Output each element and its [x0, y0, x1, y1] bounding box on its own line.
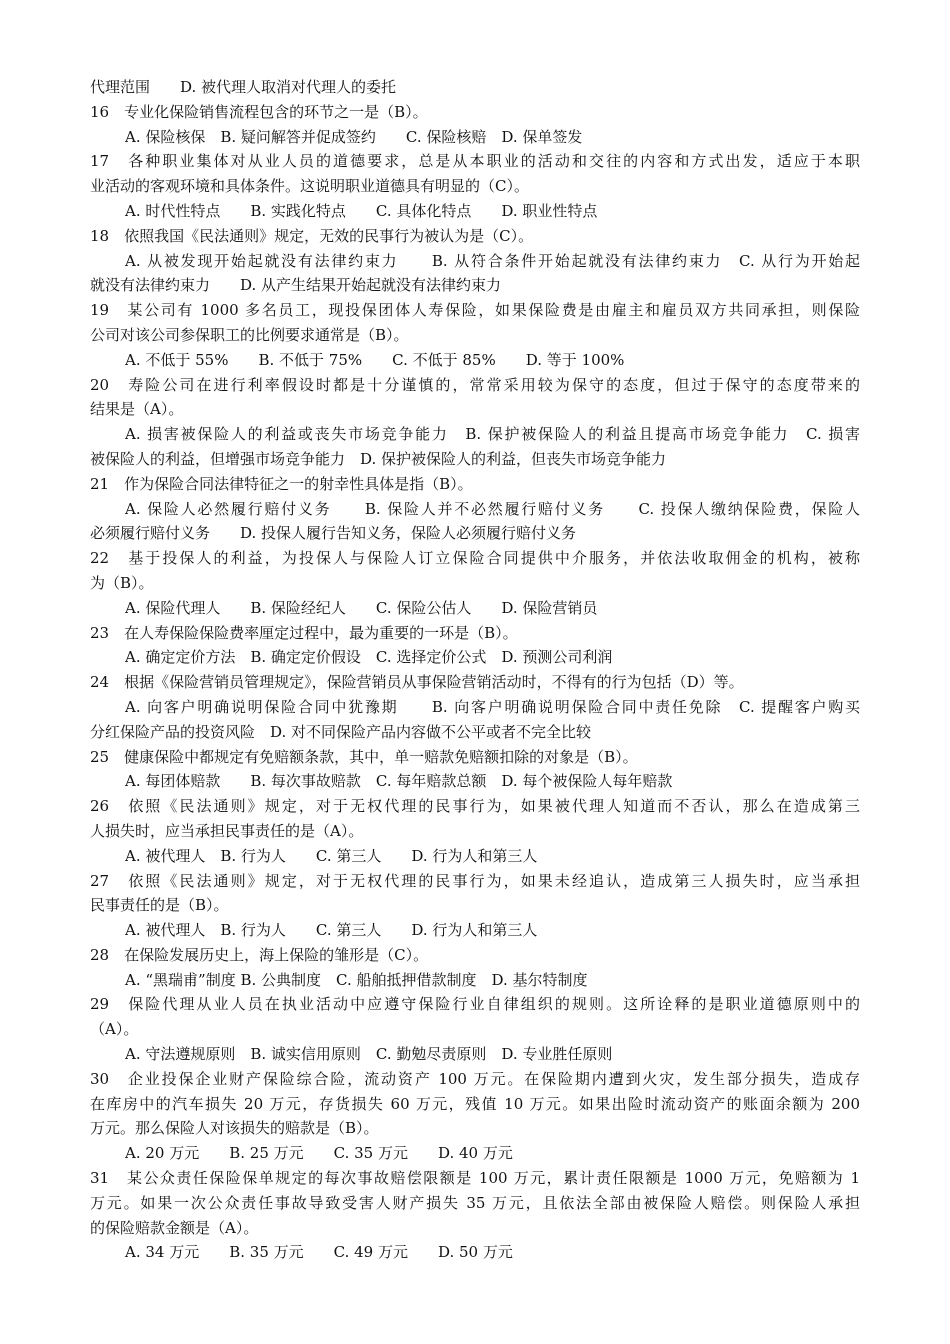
answer-options-line: A. 守法遵规原则 B. 诚实信用原则 C. 勤勉尽责原则 D. 专业胜任原则: [125, 1045, 613, 1064]
question-text-line: 25 健康保险中都规定有免赔额条款，其中，单一赔款免赔额扣除的对象是（B）。: [90, 747, 638, 766]
answer-options-line: A. 保险核保 B. 疑问解答并促成签约 C. 保险核赔 D. 保单签发: [125, 127, 583, 146]
answer-options-line: A. 确定定价方法 B. 确定定价假设 C. 选择定价公式 D. 预测公司利润: [125, 648, 613, 667]
question-text-line: 19 某公司有 1000 多名员工，现投保团体人寿保险，如果保险费是由雇主和雇员双方共同承担，则保险: [90, 301, 860, 320]
question-text-line: 结果是（A）。: [90, 400, 184, 419]
answer-options-line: A. 被代理人 B. 行为人 C. 第三人 D. 行为人和第三人: [125, 921, 538, 940]
question-text-line: 为（B）。: [90, 573, 154, 592]
question-text-line: 的保险赔款金额是（A）。: [90, 1218, 259, 1237]
question-text-line: 30 企业投保企业财产保险综合险，流动资产 100 万元。在保险期内遭到火灾，发生部分损失，造成存: [90, 1069, 860, 1088]
question-text-line: 就没有法律约束力 D. 从产生结果开始起就没有法律约束力: [90, 276, 502, 295]
answer-options-line: A. 20 万元 B. 25 万元 C. 35 万元 D. 40 万元: [125, 1144, 513, 1163]
question-text-line: 必须履行赔付义务 D. 投保人履行告知义务，保险人必须履行赔付义务: [90, 524, 577, 543]
answer-options-line: A. 从被发现开始起就没有法律约束力 B. 从符合条件开始起就没有法律约束力 C. 从行为开始起: [125, 251, 860, 270]
question-text-line: 26 依照《民法通则》规定，对于无权代理的民事行为，如果被代理人知道而不否认，那么在造成第三: [90, 797, 860, 816]
question-text-line: 22 基于投保人的利益，为投保人与保险人订立保险合同提供中介服务，并依法收取佣金的机构，被称: [90, 549, 860, 568]
question-text-line: 公司对该公司参保职工的比例要求通常是（B）。: [90, 325, 409, 344]
answer-options-line: A. 时代性特点 B. 实践化特点 C. 具体化特点 D. 职业性特点: [125, 201, 598, 220]
question-text-line: 人损失时，应当承担民事责任的是（A）。: [90, 821, 364, 840]
answer-options-line: A. 每团体赔款 B. 每次事故赔款 C. 每年赔款总额 D. 每个被保险人每年赔款: [125, 772, 673, 791]
question-text-line: 29 保险代理从业人员在执业活动中应遵守保险行业自律组织的规则。这所诠释的是职业道德原则中的: [90, 995, 860, 1014]
answer-options-line: A. 不低于 55% B. 不低于 75% C. 不低于 85% D. 等于 100%: [125, 350, 625, 369]
question-text-line: 分红保险产品的投资风险 D. 对不同保险产品内容做不公平或者不完全比较: [90, 722, 592, 741]
question-text-line: 23 在人寿保险保险费率厘定过程中，最为重要的一环是（B）。: [90, 623, 518, 642]
document-page: [90, 75, 860, 1265]
question-text-line: 万元。如果一次公众责任事故导致受害人财产损失 35 万元，且依法全部由被保险人赔偿。则保险人承担: [90, 1193, 860, 1212]
answer-options-line: A. 向客户明确说明保险合同中犹豫期 B. 向客户明确说明保险合同中责任免除 C. 提醒客户购买: [125, 697, 860, 716]
question-text-line: 业活动的客观环境和具体条件。这说明职业道德具有明显的（C）。: [90, 177, 529, 196]
question-text-line: 16 专业化保险销售流程包含的环节之一是（B）。: [90, 102, 428, 121]
question-text-line: （A）。: [90, 1020, 139, 1039]
question-text-line: 民事责任的是（B）。: [90, 896, 229, 915]
question-text-line: 17 各种职业集体对从业人员的道德要求，总是从本职业的活动和交往的内容和方式出发，适应于本职: [90, 152, 860, 171]
question-text-line: 万元。那么保险人对该损失的赔款是（B）。: [90, 1119, 379, 1138]
answer-options-line: A. 34 万元 B. 35 万元 C. 49 万元 D. 50 万元: [125, 1243, 513, 1262]
answer-options-line: A. 损害被保险人的利益或丧失市场竞争能力 B. 保护被保险人的利益且提高市场竞争能力 C. 损害: [125, 425, 860, 444]
question-text-line: 20 寿险公司在进行利率假设时都是十分谨慎的，常常采用较为保守的态度，但过于保守的态度带来的: [90, 375, 860, 394]
question-text-line: 28 在保险发展历史上，海上保险的雏形是（C）。: [90, 945, 429, 964]
question-text-line: 27 依照《民法通则》规定，对于无权代理的民事行为，如果未经追认，造成第三人损失时，应当承担: [90, 871, 860, 890]
question-text-line: 31 某公众责任保险保单规定的每次事故赔偿限额是 100 万元，累计责任限额是 1000 万元，免赔额为 1: [90, 1169, 860, 1188]
answer-options-line: A. 被代理人 B. 行为人 C. 第三人 D. 行为人和第三人: [125, 846, 538, 865]
question-text-line: 代理范围 D. 被代理人取消对代理人的委托: [90, 78, 397, 96]
question-text-line: 18 依照我国《民法通则》规定，无效的民事行为被认为是（C）。: [90, 226, 534, 245]
answer-options-line: A. 保险代理人 B. 保险经纪人 C. 保险公估人 D. 保险营销员: [125, 598, 598, 617]
question-text-line: 在库房中的汽车损失 20 万元，存货损失 60 万元，残值 10 万元。如果出险时流动资产的账面余额为 200: [90, 1094, 860, 1113]
answer-options-line: A. “黑瑞甫”制度 B. 公典制度 C. 船舶抵押借款制度 D. 基尔特制度: [125, 970, 588, 989]
question-text-line: 被保险人的利益，但增强市场竞争能力 D. 保护被保险人的利益，但丧失市场竞争能力: [90, 449, 667, 468]
question-text-line: 24 根据《保险营销员管理规定》，保险营销员从事保险营销活动时，不得有的行为包括（D）等。: [90, 673, 744, 692]
answer-options-line: A. 保险人必然履行赔付义务 B. 保险人并不必然履行赔付义务 C. 投保人缴纳保险费，保险人: [125, 499, 860, 518]
question-text-line: 21 作为保险合同法律特征之一的射幸性具体是指（B）。: [90, 474, 473, 493]
